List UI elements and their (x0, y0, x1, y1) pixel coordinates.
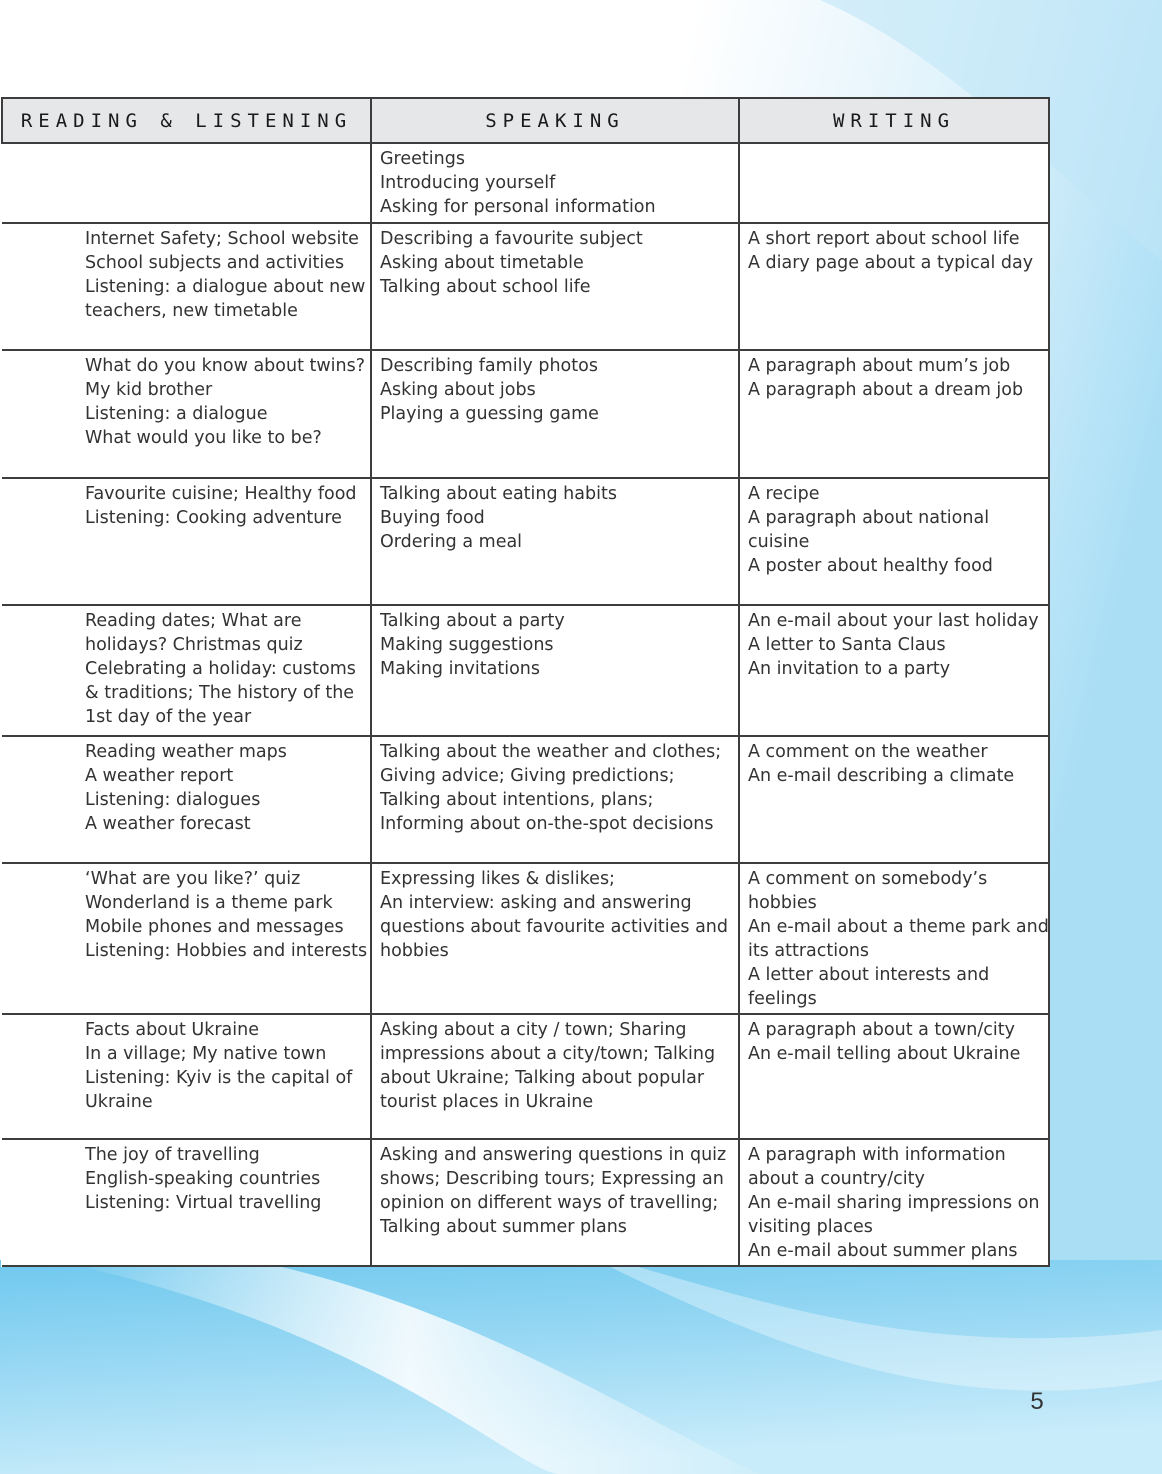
writing-line: A paragraph about mum’s job (748, 356, 1011, 376)
reading-cell (2, 143, 371, 223)
writing-line: An e-mail sharing impressions on (748, 1193, 1040, 1213)
speaking-line: Describing family photos (380, 356, 598, 376)
speaking-line: hobbies (380, 941, 449, 961)
reading-line: The joy of travelling (85, 1145, 260, 1165)
reading-line: Mobile phones and messages (85, 917, 344, 937)
reading-cell (2, 605, 371, 736)
reading-line: Reading dates; What are (85, 611, 302, 631)
speaking-line: Asking about timetable (380, 253, 584, 273)
reading-line: teachers, new timetable (85, 301, 298, 321)
reading-line: Wonderland is a theme park (85, 893, 333, 913)
speaking-cell (371, 478, 739, 605)
speaking-line: Ordering a meal (380, 532, 523, 552)
reading-line: A weather forecast (85, 814, 251, 834)
table-row (2, 605, 1049, 736)
table-row (2, 863, 1049, 1014)
speaking-line: Talking about eating habits (380, 484, 617, 504)
reading-line: Celebrating a holiday: customs (85, 659, 356, 679)
writing-line: A comment on somebody’s (748, 869, 988, 889)
writing-cell (739, 350, 1049, 478)
table-body (2, 143, 1049, 1266)
writing-line: A poster about healthy food (748, 556, 993, 576)
writing-cell (739, 863, 1049, 1014)
writing-line: An e-mail about a theme park and (748, 917, 1049, 937)
reading-cell (2, 736, 371, 863)
reading-line: What do you know about twins? (85, 356, 366, 376)
writing-cell (739, 478, 1049, 605)
writing-line: An e-mail describing a climate (748, 766, 1015, 786)
table-row (2, 736, 1049, 863)
speaking-line: Introducing yourself (380, 173, 556, 193)
writing-cell (739, 223, 1049, 350)
writing-line: A paragraph with information (748, 1145, 1006, 1165)
speaking-line: shows; Describing tours; Expressing an (380, 1169, 724, 1189)
table-row (2, 1014, 1049, 1139)
speaking-cell (371, 736, 739, 863)
reading-line: English-speaking countries (85, 1169, 321, 1189)
writing-cell (739, 736, 1049, 863)
page-number: 5 (1030, 1388, 1044, 1415)
reading-line: Listening: Cooking adventure (85, 508, 342, 528)
reading-line: Favourite cuisine; Healthy food (85, 484, 357, 504)
reading-line: Ukraine (85, 1092, 153, 1112)
reading-line: Listening: Kyiv is the capital of (85, 1068, 353, 1088)
writing-cell (739, 1014, 1049, 1139)
writing-line: A comment on the weather (748, 742, 988, 762)
speaking-line: Giving advice; Giving predictions; (380, 766, 675, 786)
header-writing: WRITING (739, 98, 1049, 143)
speaking-line: Greetings (380, 149, 465, 169)
speaking-line: An interview: asking and answering (380, 893, 692, 913)
reading-cell (2, 350, 371, 478)
speaking-line: Buying food (380, 508, 485, 528)
writing-line: A letter to Santa Claus (748, 635, 946, 655)
speaking-line: Expressing likes & dislikes; (380, 869, 615, 889)
speaking-line: Asking and answering questions in quiz (380, 1145, 727, 1165)
speaking-line: tourist places in Ukraine (380, 1092, 594, 1112)
table-row (2, 1139, 1049, 1266)
writing-line: visiting places (748, 1217, 873, 1237)
speaking-cell (371, 223, 739, 350)
reading-line: Listening: Hobbies and interests (85, 941, 368, 961)
reading-line: ‘What are you like?’ quiz (85, 869, 301, 889)
reading-cell (2, 223, 371, 350)
speaking-line: Talking about the weather and clothes; (380, 742, 722, 762)
reading-line: Listening: Virtual travelling (85, 1193, 322, 1213)
writing-line: An e-mail about your last holiday (748, 611, 1039, 631)
reading-line: holidays? Christmas quiz (85, 635, 303, 655)
speaking-line: impressions about a city/town; Talking (380, 1044, 716, 1064)
reading-line: Internet Safety; School website (85, 229, 359, 249)
speaking-line: opinion on different ways of travelling; (380, 1193, 719, 1213)
reading-line: What would you like to be? (85, 428, 322, 448)
writing-line: about a country/city (748, 1169, 925, 1189)
reading-line: Listening: dialogues (85, 790, 261, 810)
writing-line: feelings (748, 989, 817, 1009)
speaking-cell (371, 143, 739, 223)
reading-line: Listening: a dialogue (85, 404, 268, 424)
writing-line: A paragraph about national (748, 508, 990, 528)
reading-cell (2, 478, 371, 605)
reading-line: & traditions; The history of the (85, 683, 355, 703)
speaking-line: Talking about summer plans (380, 1217, 627, 1237)
speaking-line: questions about favourite activities and (380, 917, 729, 937)
table-row (2, 478, 1049, 605)
writing-line: cuisine (748, 532, 810, 552)
reading-line: 1st day of the year (85, 707, 252, 727)
writing-cell (739, 143, 1049, 223)
writing-line: A paragraph about a town/city (748, 1020, 1015, 1040)
table-row (2, 350, 1049, 478)
writing-line: An invitation to a party (748, 659, 951, 679)
speaking-cell (371, 605, 739, 736)
writing-line: A letter about interests and (748, 965, 990, 985)
writing-line: An e-mail about summer plans (748, 1241, 1018, 1261)
speaking-cell (371, 350, 739, 478)
speaking-line: about Ukraine; Talking about popular (380, 1068, 705, 1088)
reading-cell (2, 863, 371, 1014)
header-speaking: SPEAKING (371, 98, 739, 143)
reading-cell (2, 1139, 371, 1266)
writing-line: A recipe (748, 484, 820, 504)
speaking-line: Asking about a city / town; Sharing (380, 1020, 687, 1040)
speaking-line: Informing about on-the-spot decisions (380, 814, 714, 834)
speaking-line: Asking for personal information (380, 197, 656, 217)
writing-line: An e-mail telling about Ukraine (748, 1044, 1021, 1064)
contents-table (1, 97, 1050, 1267)
speaking-line: Making invitations (380, 659, 540, 679)
speaking-cell (371, 863, 739, 1014)
reading-line: My kid brother (85, 380, 213, 400)
reading-line: Reading weather maps (85, 742, 287, 762)
speaking-line: Talking about a party (380, 611, 565, 631)
writing-line: A short report about school life (748, 229, 1020, 249)
reading-line: School subjects and activities (85, 253, 345, 273)
writing-line: its attractions (748, 941, 870, 961)
speaking-line: Asking about jobs (380, 380, 536, 400)
writing-line: hobbies (748, 893, 817, 913)
table-row (2, 143, 1049, 223)
table-row (2, 223, 1049, 350)
writing-cell (739, 1139, 1049, 1266)
speaking-cell (371, 1014, 739, 1139)
reading-cell (2, 1014, 371, 1139)
writing-cell (739, 605, 1049, 736)
header-reading-listening: READING & LISTENING (2, 98, 371, 143)
speaking-line: Talking about intentions, plans; (380, 790, 654, 810)
speaking-line: Playing a guessing game (380, 404, 599, 424)
speaking-line: Describing a favourite subject (380, 229, 643, 249)
writing-line: A paragraph about a dream job (748, 380, 1024, 400)
table-header-row (2, 98, 1049, 143)
speaking-cell (371, 1139, 739, 1266)
reading-line: Listening: a dialogue about new (85, 277, 366, 297)
writing-line: A diary page about a typical day (748, 253, 1034, 273)
reading-line: In a village; My native town (85, 1044, 327, 1064)
reading-line: Facts about Ukraine (85, 1020, 259, 1040)
reading-line: A weather report (85, 766, 234, 786)
speaking-line: Talking about school life (380, 277, 591, 297)
speaking-line: Making suggestions (380, 635, 554, 655)
